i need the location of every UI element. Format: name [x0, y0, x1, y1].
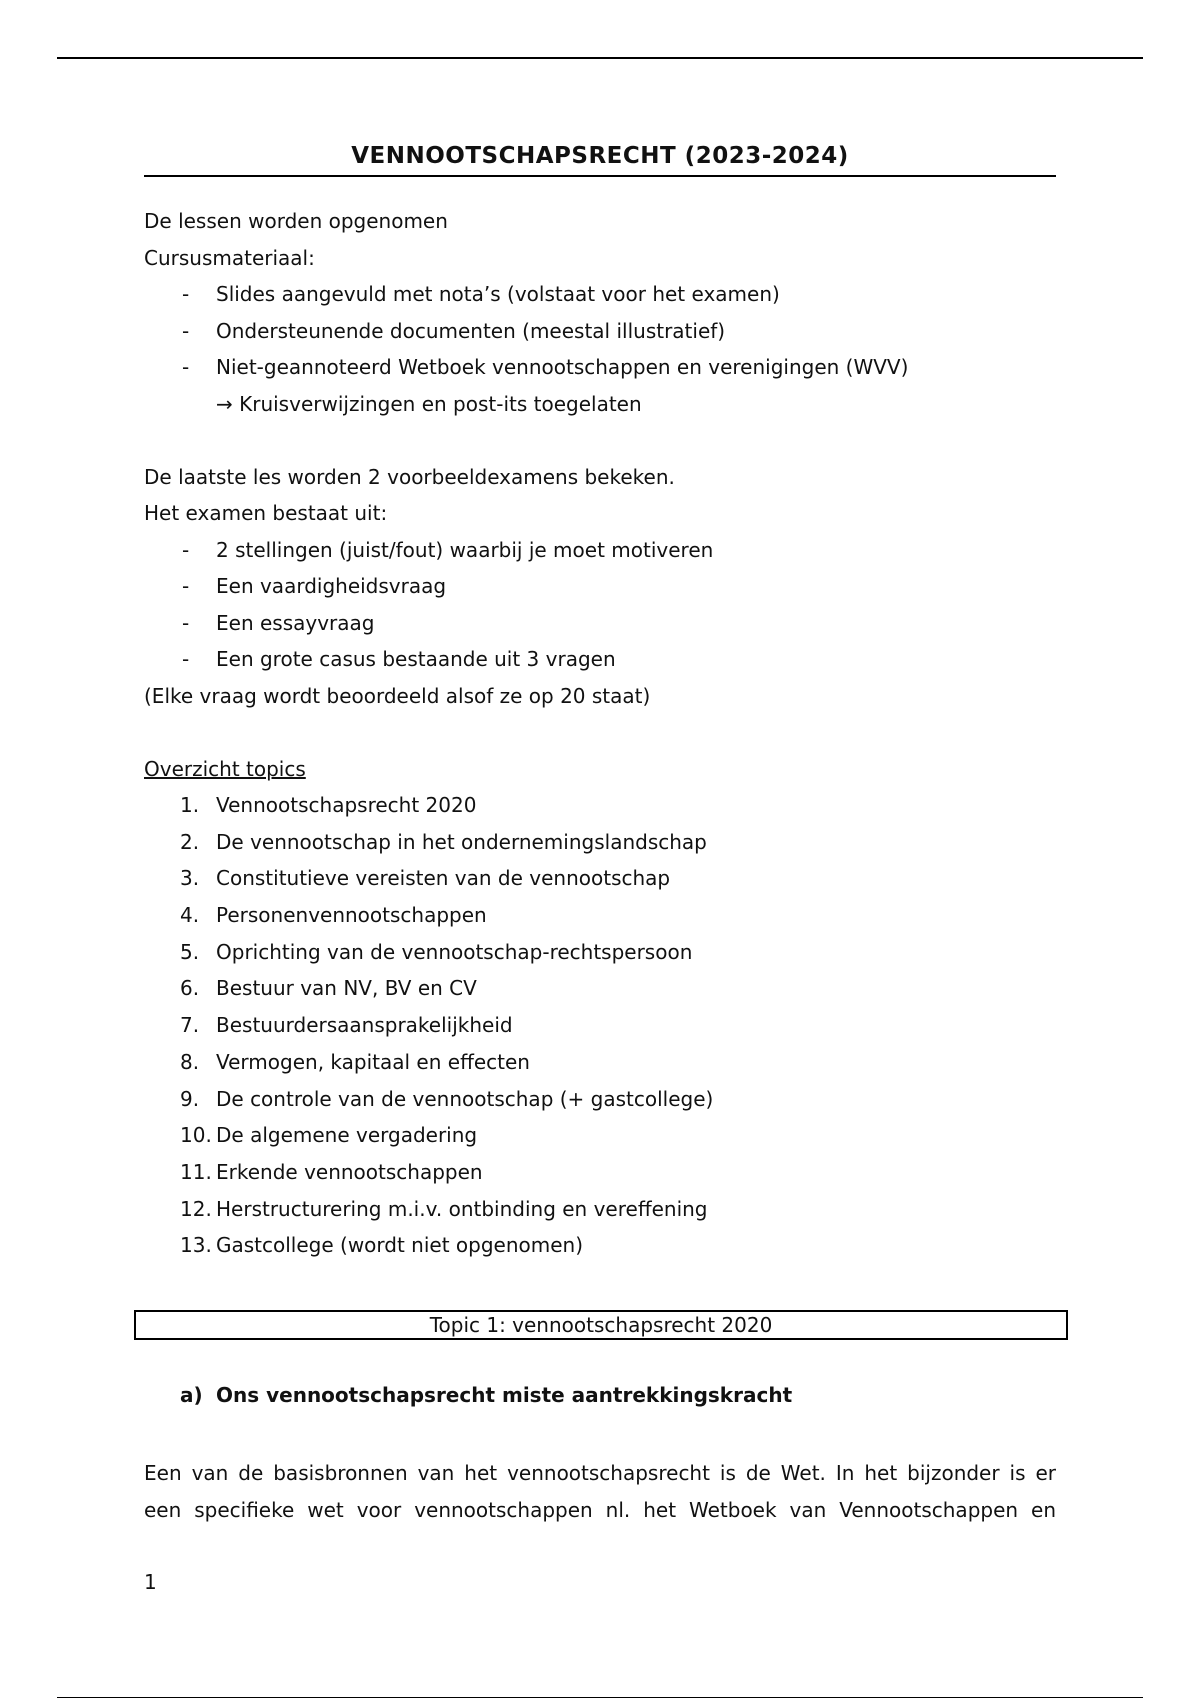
dash-marker: - — [182, 647, 190, 671]
topic-number: 3. — [180, 866, 200, 891]
section-heading — [180, 1383, 792, 1407]
topic-list-item — [144, 860, 1056, 897]
page-top-rule — [57, 57, 1143, 59]
exam-intro-line: De laatste les worden 2 voorbeeldexamens bekeken. — [144, 464, 675, 489]
topic-list-item — [144, 970, 1056, 1007]
exam-structure-line: Het examen bestaat uit: — [144, 501, 388, 525]
list-item: - Een grote casus bestaande uit 3 vragen — [144, 641, 1056, 678]
arrow-note: → Kruisverwijzingen en post-its toegelaten — [216, 391, 642, 416]
topic-list — [144, 787, 1056, 1264]
topic-number: 5. — [180, 939, 200, 964]
section-title: Ons vennootschapsrecht miste aantrekkingskracht — [216, 1383, 793, 1407]
topic-list-item — [144, 787, 1056, 824]
topic-list-item — [144, 1007, 1056, 1044]
dash-marker: - — [182, 318, 190, 343]
document-body — [144, 140, 1056, 1264]
topic-text: Constitutieve vereisten van de vennootschap — [216, 866, 671, 891]
topic-number: 1. — [180, 793, 200, 817]
dash-marker: - — [182, 610, 190, 635]
topic-list-item — [144, 1227, 1056, 1264]
overview-heading: Overzicht topics — [144, 756, 306, 781]
topic-number: 12. — [180, 1196, 212, 1221]
topic-list-item — [144, 1191, 1056, 1228]
topic-number: 10. — [180, 1123, 212, 1148]
intro-line-materials: Cursusmateriaal: — [144, 245, 315, 270]
exam-note: (Elke vraag wordt beoordeeld alsof ze op 20 staat) — [144, 683, 651, 708]
dash-marker: - — [182, 574, 190, 598]
topic-number: 2. — [180, 829, 200, 854]
topic-text: De controle van de vennootschap (+ gastcollege) — [216, 1086, 714, 1111]
topic-number: 6. — [180, 976, 200, 1001]
intro-line-recorded: De lessen worden opgenomen — [144, 209, 448, 233]
topic-text: De algemene vergadering — [216, 1123, 478, 1148]
list-item: - Slides aangevuld met nota’s (volstaat voor het examen) — [144, 276, 1056, 313]
topic-text: Gastcollege (wordt niet opgenomen) — [216, 1233, 584, 1258]
topic-text: Bestuur van NV, BV en CV — [216, 976, 477, 1001]
topic-number: 13. — [180, 1233, 212, 1258]
list-item: - Niet-geannoteerd Wetboek vennootschappen en verenigingen (WVV) — [144, 349, 1056, 386]
topic-text: Vermogen, kapitaal en effecten — [216, 1049, 530, 1074]
topic-number: 11. — [180, 1159, 212, 1184]
topic-list-item — [144, 824, 1056, 861]
topic-list-item — [144, 1154, 1056, 1191]
list-item: - 2 stellingen (juist/fout) waarbij je moet motiveren — [144, 532, 1056, 569]
topic-list-item — [144, 897, 1056, 934]
body-paragraph — [144, 1455, 1056, 1529]
document-title: VENNOOTSCHAPSRECHT (2023-2024) — [144, 140, 1056, 177]
topic-text: Oprichting van de vennootschap-rechtspersoon — [216, 939, 693, 964]
section-letter: a) — [180, 1383, 203, 1407]
topic-list-item — [144, 1044, 1056, 1081]
topic-text: Bestuurdersaansprakelijkheid — [216, 1013, 513, 1038]
topic-box: Topic 1: vennootschapsrecht 2020 — [134, 1310, 1068, 1340]
page-bottom-rule — [57, 1697, 1143, 1698]
page-number: 1 — [144, 1570, 157, 1594]
topic-text: Personenvennootschappen — [216, 903, 487, 928]
dash-marker: - — [182, 537, 190, 562]
topic-list-item — [144, 1117, 1056, 1154]
paragraph-line: Een van de basisbronnen van het vennootschapsrecht is de Wet. In het bijzonder is er — [144, 1461, 1056, 1485]
list-item: - Een essayvraag — [144, 605, 1056, 642]
topic-number: 7. — [180, 1013, 200, 1038]
topic-list-item — [144, 1081, 1056, 1118]
dash-marker: - — [182, 282, 190, 306]
dash-marker: - — [182, 355, 190, 379]
topic-list-item — [144, 934, 1056, 971]
topic-text: Erkende vennootschappen — [216, 1159, 483, 1184]
topic-text: De vennootschap in het ondernemingslandschap — [216, 829, 707, 854]
topic-text: Vennootschapsrecht 2020 — [216, 793, 477, 817]
topic-number: 9. — [180, 1086, 200, 1111]
paragraph-line: een specifieke wet voor vennootschappen nl. het Wetboek van Vennootschappen en — [144, 1498, 1056, 1522]
topic-number: 4. — [180, 903, 200, 928]
list-item: - Een vaardigheidsvraag — [144, 568, 1056, 605]
topic-number: 8. — [180, 1049, 200, 1074]
list-item: - Ondersteunende documenten (meestal illustratief) — [144, 313, 1056, 350]
topic-text: Herstructurering m.i.v. ontbinding en vereffening — [216, 1196, 708, 1221]
